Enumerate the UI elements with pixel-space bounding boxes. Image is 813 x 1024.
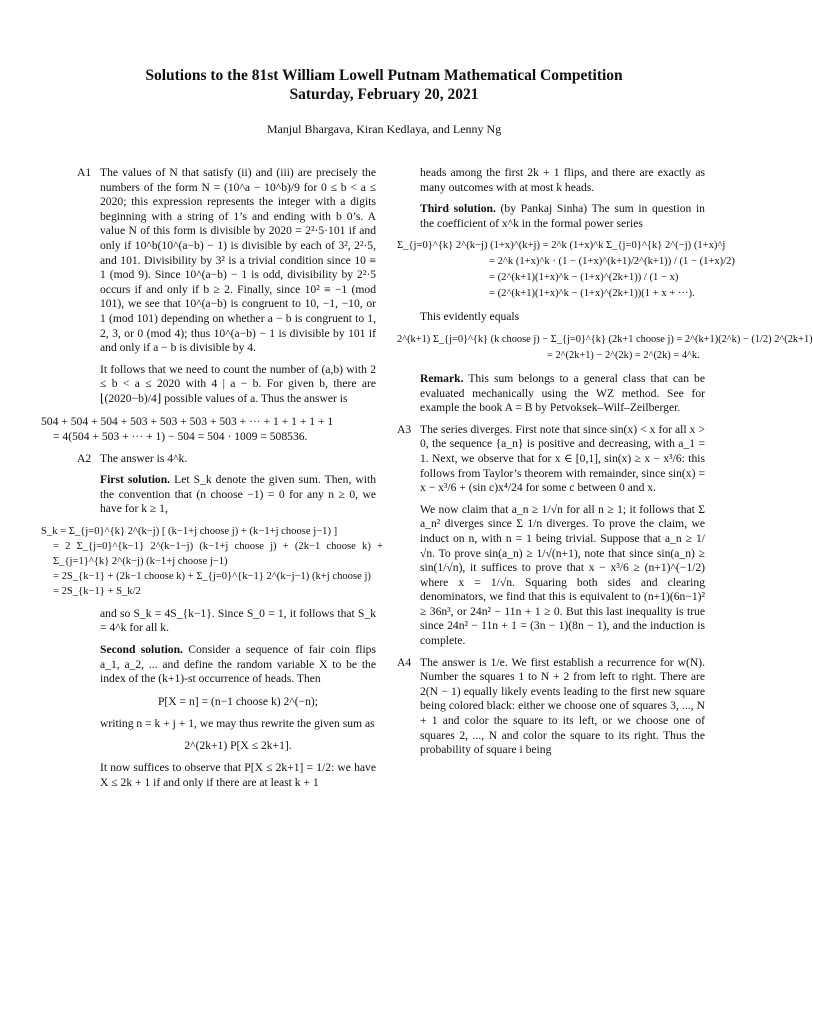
a2-third-solution	[420, 202, 705, 231]
first-solution-heading: First solution.	[100, 473, 171, 487]
left-column	[41, 166, 383, 798]
a2-equation-line-2: = 2 Σ_{j=0}^{k−1} 2^(k−1−j) (k−1+j choose j) + (2k−1 choose k) + Σ_{j=1}^{k} 2^(k−j) (k−1+j choose j−1)	[53, 540, 383, 567]
a1-paragraph-1: The values of N that satisfy (ii) and (iii) are precisely the numbers of the form N = (10^a − 10^b)/9 for 0 ≤ b < a ≤ 2020; this expression represents the integer with a digits beginning with a string of 1’s and ending with b 0’s. A value N of this form is divisible by 2020 = 2²·5·101 if and only if 10^b(10^(a−b) − 1) is divisible by each of 3², 2²·5, and 101. Divisibility by 3² is a trivial condition since 10 ≡ 1 (mod 9). Since 10^(a−b) − 1 is odd, divisibility by 2²·5 occurs if and only if b ≥ 2. Finally, since 10² ≡ −1 (mod 101), we see that 10^(a−b) is congruent to 10, −1, −10, or 1 (mod 101) depending on whether a − b is congruent to 1, 2, 3, or 0 (mod 4); thus 10^(a−b) − 1 is divisible by 101 if and only if a − b is divisible by 4.	[100, 166, 376, 355]
paper-title	[0, 66, 768, 104]
problem-label-a1: A1	[77, 166, 92, 179]
problem-label-a2: A2	[77, 451, 92, 465]
third-equation-line-3: = (2^(k+1)(1+x)^k − (1+x)^(2k+1)) / (1 − x)	[489, 272, 679, 284]
a1-equation-line-1: 504 + 504 + 504 + 503 + 503 + 503 + 503 + ··· + 1 + 1 + 1 + 1	[41, 414, 334, 428]
third-solution-heading: Third solution.	[420, 202, 496, 216]
problem-a4	[397, 656, 705, 758]
remark-heading: Remark.	[420, 371, 464, 385]
second-solution-text: Consider a sequence of fair coin flips a_1, a_2, ... and define the random variable X to be the index of the (k+1)-st occurrence of heads. Then	[100, 643, 376, 686]
a3-paragraph-1: The series diverges. First note that since sin(x) < x for all x > 0, the sequence {a_n} is positive and decreasing, with a_1 = 1. Next, we observe that for x ∈ [0,1], sin(x) ≥ x − x³/6: this follows from Taylor’s theorem with remainder, since sin(x) = x − x³/6 + (sin c)x⁴/24 for some c between 0 and x.	[420, 422, 705, 495]
a2-answer: The answer is 4^k.	[100, 451, 188, 465]
a1-paragraph-2: It follows that we need to count the number of (a,b) with 2 ≤ b < a ≤ 2020 with 4 | a − b. For given b, there are ⌊(2020−b)/4⌋ possible values of a. Thus the answer is	[100, 362, 376, 405]
a2-second-solution	[100, 643, 376, 687]
a2-after-text: and so S_k = 4S_{k−1}. Since S_0 = 1, it follows that S_k = 4^k for all k.	[100, 606, 376, 635]
evident-equations	[397, 332, 813, 364]
a3-paragraph-2: We now claim that a_n ≥ 1/√n for all n ≥ 1; it follows that Σ a_n² diverges since Σ 1/n diverges. To prove the claim, we induct on n, with n = 1 being trivial. Suppose that a_n ≥ 1/√n. To prove sin(a_n) ≥ 1/√(n+1), note that since sin(a_n) ≥ sin(1/√n), it suffices to prove that x − x³/6 ≥ (n+1)^(−1/2) where x = 1/√n. Squaring both sides and clearing denominators, we find that this is equivalent to (n+1)(6n−1)² ≥ 36n³, or 24n² − 11n + 1 ≥ 0. But this last inequality is true since 24n² − 11n + 1 = (3n − 1)(8n − 1), and the induction is complete.	[420, 502, 705, 648]
remark-text: This sum belongs to a general class that can be evaluated mechanically using the WZ method. See for example the book A = B by Petvoksek–Wilf–Zeilberger.	[420, 371, 705, 415]
right-column	[397, 166, 813, 765]
a2-writing-text: writing n = k + j + 1, we may thus rewrite the given sum as	[100, 716, 375, 730]
problem-a3	[397, 423, 705, 649]
second-solution-heading: Second solution.	[100, 643, 183, 657]
title-line-2: Saturday, February 20, 2021	[289, 86, 479, 103]
problem-label-a4: A4	[397, 655, 412, 669]
a2-first-solution	[100, 473, 376, 517]
problem-a2-cont	[77, 607, 376, 791]
a2-equation-line-4: = 2S_{k−1} + S_k/2	[53, 585, 141, 597]
first-solution-text: Let S_k denote the given sum. Then, with the convention that (n choose −1) = 0 for any n ≥ 0, we have for k ≥ 1,	[100, 473, 376, 516]
evident-equation-line-2: = 2^(2k+1) − 2^(2k) = 2^(2k) = 4^k.	[547, 349, 700, 361]
a2-continuation	[397, 166, 705, 231]
third-solution-text: (by Pankaj Sinha) The sum in question in the coefficient of x^k in the formal power series	[420, 202, 705, 230]
third-solution-equations	[397, 238, 735, 302]
a2-probability-equation: P[X = n] = (n−1 choose k) 2^(−n);	[157, 694, 319, 708]
evident-block	[397, 310, 705, 325]
a1-equation-line-2: = 4(504 + 503 + ··· + 1) − 504 = 504 · 1009 = 508536.	[53, 429, 308, 443]
a2-equation-line-3: = 2S_{k−1} + (2k−1 choose k) + Σ_{j=0}^{k−1} 2^(k−j−1) (k+j choose j)	[53, 570, 371, 582]
third-equation-line-1: Σ_{j=0}^{k} 2^(k−j) (1+x)^(k+j) = 2^k (1+x)^k Σ_{j=0}^{k} 2^(−j) (1+x)^j	[397, 240, 726, 252]
a2-equation-line-1: S_k = Σ_{j=0}^{k} 2^(k−j) [ (k−1+j choose j) + (k−1+j choose j−1) ]	[41, 525, 338, 537]
problem-a2	[77, 452, 376, 517]
problem-label-a3: A3	[397, 422, 412, 436]
third-equation-line-2: = 2^k (1+x)^k · (1 − (1+x)^(k+1)/2^(k+1)) / (1 − (1+x)/2)	[489, 256, 735, 268]
a2-suffices-text: It now suffices to observe that P[X ≤ 2k+1] = 1/2: we have X ≤ 2k + 1 if and only if there are at least k + 1	[100, 761, 376, 790]
a1-sum-equation	[41, 414, 386, 444]
third-equation-line-4: = (2^(k+1)(1+x)^k − (1+x)^(2k+1))(1 + x + ···).	[489, 288, 695, 300]
title-line-1: Solutions to the 81st William Lowell Putnam Mathematical Competition	[145, 67, 623, 84]
evident-equation-line-1: 2^(k+1) Σ_{j=0}^{k} (k choose j) − Σ_{j=0}^{k} (2k+1 choose j) = 2^(k+1)(2^k) − (1/2) 2^(2k+1)	[397, 333, 813, 345]
a4-paragraph-1: The answer is 1/e. We first establish a recurrence for w(N). Number the squares 1 to N + 2 from left to right. There are 2(N − 1) equally likely events leading to the first new square being colored black: either we choose one of squares 3, ..., N + 1 and color the square to its left, or we choose one of squares 2, ..., N and color the square to its right. Thus the probability of square i being	[420, 655, 705, 757]
a2-recurrence-equations	[41, 524, 386, 599]
remark-block	[397, 372, 705, 416]
a2-rewritten-sum: 2^(2k+1) P[X ≤ 2k+1].	[184, 739, 292, 753]
a2-continued-text: heads among the first 2k + 1 flips, and there are exactly as many outcomes with at most k heads.	[420, 166, 705, 194]
problem-a1	[77, 166, 376, 407]
remark-paragraph	[420, 372, 705, 416]
evident-text: This evidently equals	[420, 310, 520, 324]
authors: Manjul Bhargava, Kiran Kedlaya, and Lenny Ng	[266, 122, 502, 136]
